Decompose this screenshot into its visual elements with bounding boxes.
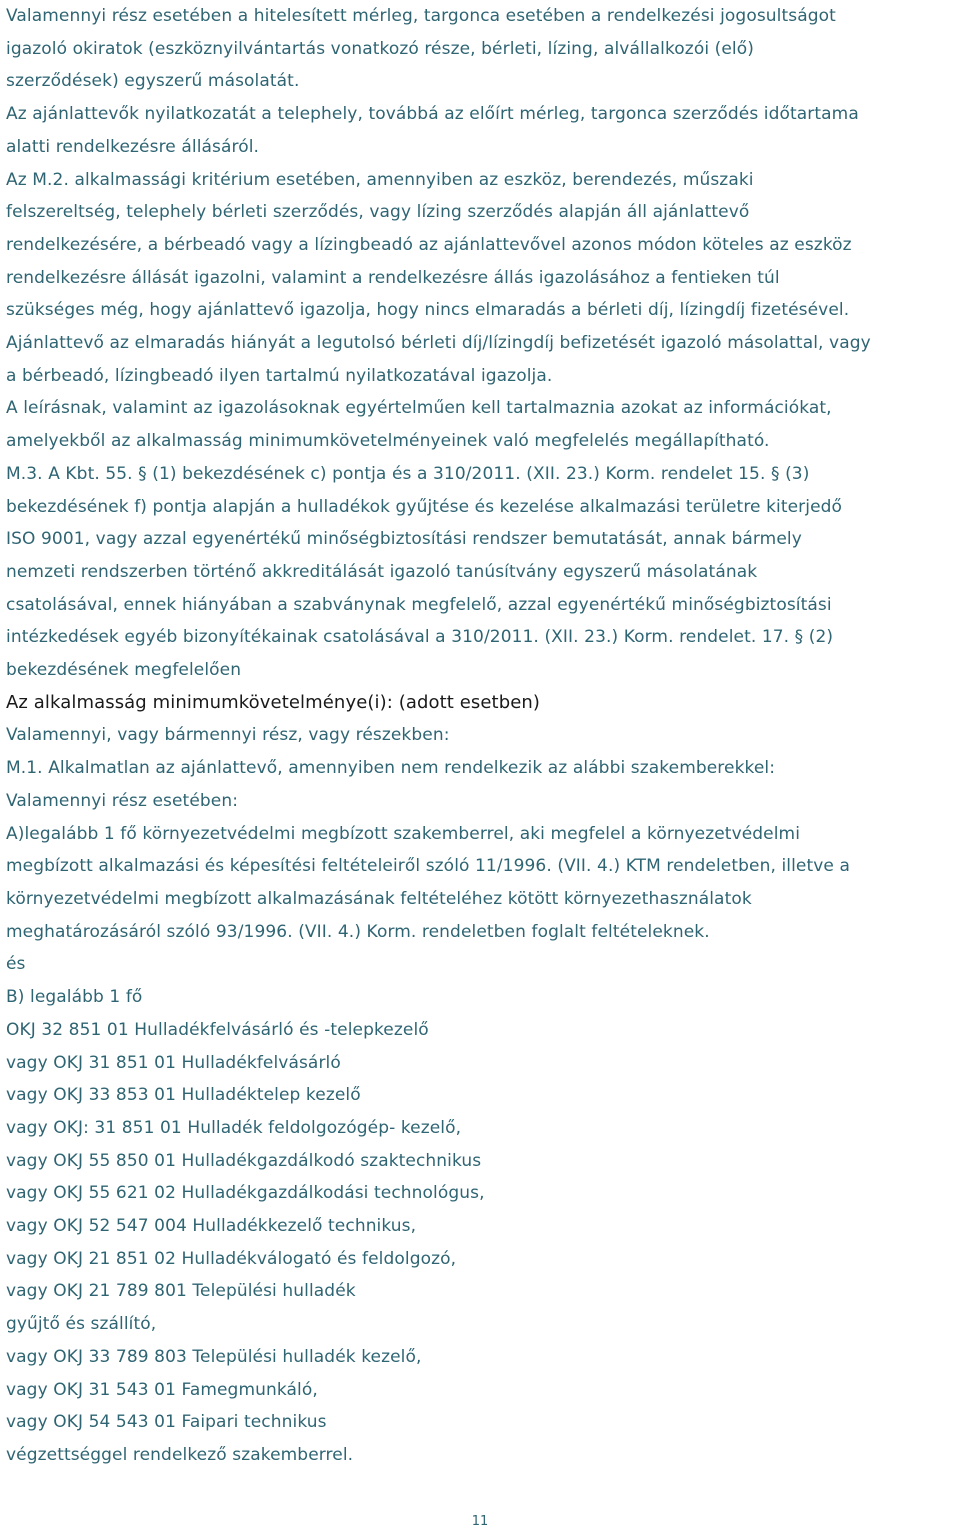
text-line: megbízott alkalmazási és képesítési feltételeiről szóló 11/1996. (VII. 4.) KTM rendeletben, illetve a xyxy=(6,856,850,877)
text-line: végzettséggel rendelkező szakemberrel. xyxy=(6,1444,354,1465)
text-line: rendelkezésére, a bérbeadó vagy a lízingbeadó az ajánlattevővel azonos módon köteles az eszköz xyxy=(6,234,852,255)
text-line: M.1. Alkalmatlan az ajánlattevő, amennyiben nem rendelkezik az alábbi szakemberekkel: xyxy=(6,758,776,779)
text-line: szerződések) egyszerű másolatát. xyxy=(6,71,300,92)
text-line: rendelkezésre állását igazolni, valamint a rendelkezésre állás igazolásához a fentieken túl xyxy=(6,267,780,288)
text-line: bekezdésének f) pontja alapján a hulladékok gyűjtése és kezelése alkalmazási területre kiterjedő xyxy=(6,496,843,517)
qualification-line: OKJ 32 851 01 Hulladékfelvásárló és -telepkezelő xyxy=(6,1019,429,1040)
qualification-line: vagy OKJ 31 543 01 Famegmunkáló, xyxy=(6,1379,318,1400)
qualification-line: vagy OKJ 21 789 801 Települési hulladék xyxy=(6,1281,356,1302)
text-line: szükséges még, hogy ajánlattevő igazolja, hogy nincs elmaradás a bérleti díj, lízingdíj fizetésével. xyxy=(6,300,850,321)
section-heading: Az alkalmasság minimumkövetelménye(i): (adott esetben) xyxy=(6,691,541,713)
qualification-line: vagy OKJ 55 621 02 Hulladékgazdálkodási technológus, xyxy=(6,1183,485,1204)
document-body xyxy=(6,0,950,1472)
qualification-line: vagy OKJ 55 850 01 Hulladékgazdálkodó szaktechnikus xyxy=(6,1150,482,1171)
qualification-line: gyűjtő és szállító, xyxy=(6,1314,157,1335)
text-line: csatolásával, ennek hiányában a szabványnak megfelelő, azzal egyenértékű minőségbiztosítási xyxy=(6,594,832,615)
qualification-line: vagy OKJ 33 853 01 Hulladéktelep kezelő xyxy=(6,1085,361,1106)
text-line: és xyxy=(6,954,26,975)
text-line: Valamennyi rész esetében a hitelesített mérleg, targonca esetében a rendelkezési jogosultságot xyxy=(6,6,836,26)
qualification-line: vagy OKJ 31 851 01 Hulladékfelvásárló xyxy=(6,1052,341,1073)
text-line: környezetvédelmi megbízott alkalmazásának feltételéhez kötött környezethasználatok xyxy=(6,888,752,909)
text-line: Valamennyi, vagy bármennyi rész, vagy részekben: xyxy=(6,725,450,746)
qualification-line: vagy OKJ 33 789 803 Települési hulladék kezelő, xyxy=(6,1346,422,1367)
text-line: Az M.2. alkalmassági kritérium esetében, amennyiben az eszköz, berendezés, műszaki xyxy=(6,169,754,190)
text-line: Az ajánlattevők nyilatkozatát a telephely, továbbá az előírt mérleg, targonca szerződés időtartama xyxy=(6,104,859,125)
text-line: Ajánlattevő az elmaradás hiányát a legutolsó bérleti díj/lízingdíj befizetését igazoló másolattal, vagy xyxy=(6,333,871,354)
text-line: bekezdésének megfelelően xyxy=(6,660,242,681)
text-line: B) legalább 1 fő xyxy=(6,987,143,1008)
text-line: intézkedések egyéb bizonyítékainak csatolásával a 310/2011. (XII. 23.) Korm. rendelet. 17. § (2) xyxy=(6,627,834,648)
qualification-line: vagy OKJ 52 547 004 Hulladékkezelő technikus, xyxy=(6,1216,417,1237)
text-line: alatti rendelkezésre állásáról. xyxy=(6,136,260,157)
text-line: A leírásnak, valamint az igazolásoknak egyértelműen kell tartalmaznia azokat az információkat, xyxy=(6,398,832,419)
text-line: amelyekből az alkalmasság minimumkövetelményeinek való megfelelés megállapítható. xyxy=(6,431,770,452)
qualification-line: vagy OKJ 21 851 02 Hulladékválogató és feldolgozó, xyxy=(6,1248,457,1269)
qualification-line: vagy OKJ 54 543 01 Faipari technikus xyxy=(6,1412,327,1433)
text-line: felszereltség, telephely bérleti szerződés, vagy lízing szerződés alapján áll ajánlattevő xyxy=(6,202,750,223)
text-line: meghatározásáról szóló 93/1996. (VII. 4.) Korm. rendeletben foglalt feltételeknek. xyxy=(6,921,710,942)
text-line: M.3. A Kbt. 55. § (1) bekezdésének c) pontja és a 310/2011. (XII. 23.) Korm. rendelet 15. § (3) xyxy=(6,463,810,484)
text-line: a bérbeadó, lízingbeadó ilyen tartalmú nyilatkozatával igazolja. xyxy=(6,365,553,386)
text-line: igazoló okiratok (eszköznyilvántartás vonatkozó része, bérleti, lízing, alvállalkozói (elő) xyxy=(6,38,754,59)
page-number: 11 xyxy=(471,1514,489,1529)
text-line: Valamennyi rész esetében: xyxy=(6,790,239,811)
text-line: A)legalább 1 fő környezetvédelmi megbízott szakemberrel, aki megfelel a környezetvédelmi xyxy=(6,823,801,844)
text-line: nemzeti rendszerben történő akkreditálását igazoló tanúsítvány egyszerű másolatának xyxy=(6,561,758,582)
qualification-line: vagy OKJ: 31 851 01 Hulladék feldolgozógép- kezelő, xyxy=(6,1117,462,1138)
text-line: ISO 9001, vagy azzal egyenértékű minőségbiztosítási rendszer bemutatását, annak bármely xyxy=(6,529,802,550)
